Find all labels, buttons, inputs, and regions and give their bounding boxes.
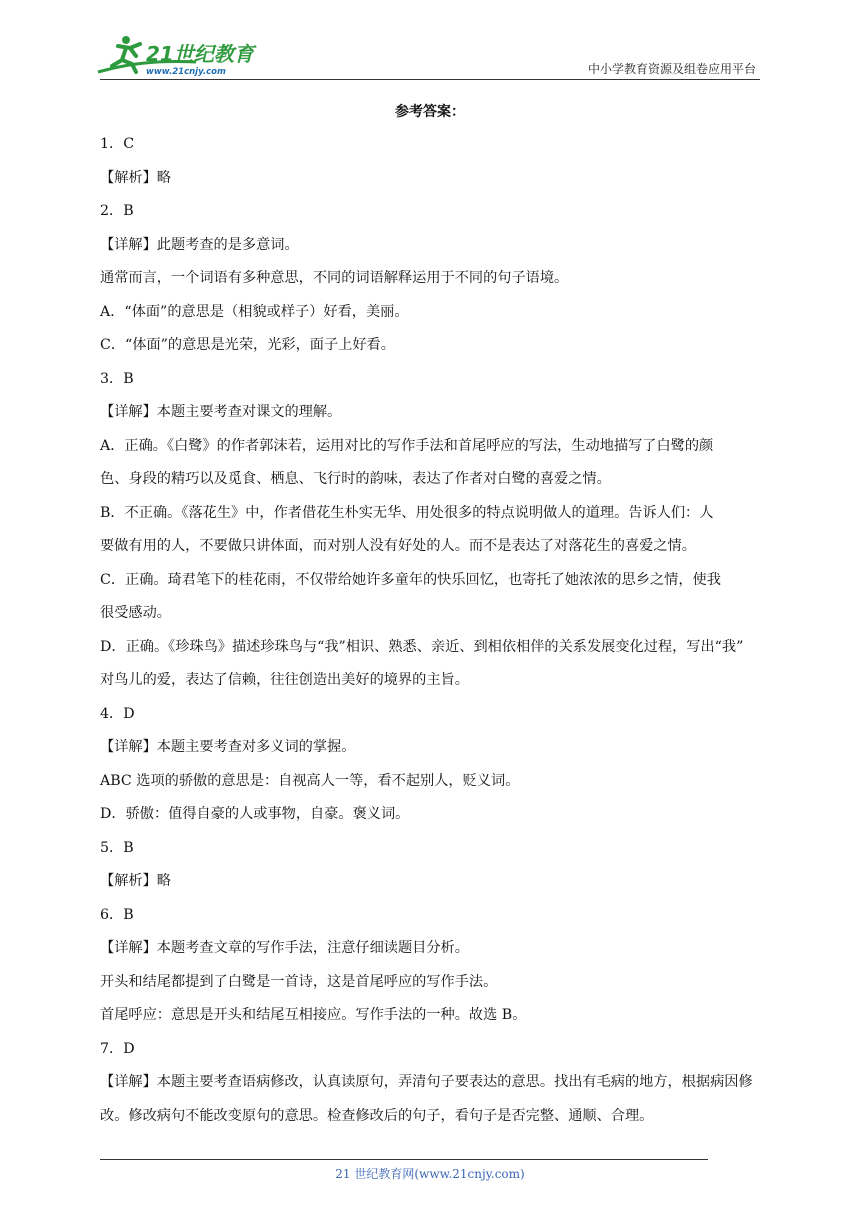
- page-header: [0, 0, 860, 90]
- answer-line: 4．D: [100, 705, 135, 722]
- answer-content: [100, 128, 764, 1133]
- answer-line: 5．B: [100, 839, 134, 856]
- answer-line: D．正确。《珍珠鸟》描述珍珠鸟与“我”相识、熟悉、亲近、到相依相伴的关系发展变化过程，写出“我”: [100, 638, 744, 655]
- answer-line: 7．D: [100, 1040, 135, 1057]
- footer-link[interactable]: 21 世纪教育网(www.21cnjy.com): [335, 1167, 525, 1181]
- answer-line: 【详解】本题主要考查对多义词的掌握。: [100, 739, 356, 755]
- answer-line: C．“体面”的意思是光荣，光彩，面子上好看。: [100, 337, 395, 353]
- answer-line: D．骄傲：值得自豪的人或事物，自豪。褒义词。: [100, 806, 410, 822]
- answer-line: 【详解】本题主要考查对课文的理解。: [100, 404, 342, 420]
- answer-line: 【解析】略: [100, 873, 171, 889]
- answer-line: 很受感动。: [100, 605, 171, 621]
- answer-line: ABC 选项的骄傲的意思是：自视高人一等，看不起别人，贬义词。: [100, 772, 520, 789]
- answer-line: 色、身段的精巧以及觅食、栖息、飞行时的韵味，表达了作者对白鹭的喜爱之情。: [100, 471, 611, 487]
- answer-line: B．不正确。《落花生》中，作者借花生朴实无华、用处很多的特点说明做人的道理。告诉人们：人: [100, 504, 714, 521]
- header-divider: [100, 79, 760, 80]
- answer-line: 要做有用的人，不要做只讲体面，而对别人没有好处的人。而不是表达了对落花生的喜爱之情。: [100, 538, 696, 554]
- answer-line: 对鸟儿的爱，表达了信赖，往往创造出美好的境界的主旨。: [100, 672, 469, 688]
- answer-line: 通常而言，一个词语有多种意思，不同的词语解释运用于不同的句子语境。: [100, 270, 569, 286]
- answer-line: 3．B: [100, 370, 134, 387]
- answer-line: C．正确。琦君笔下的桂花雨，不仅带给她许多童年的快乐回忆，也寄托了她浓浓的思乡之情，使我: [100, 571, 721, 588]
- answer-line: 【解析】略: [100, 169, 171, 186]
- answer-line: 【详解】本题考查文章的写作手法，注意仔细读题目分析。: [100, 940, 469, 956]
- answer-paragraph: 【详解】本题主要考查语病修改，认真读原句，弄清句子要表达的意思。找出有毛病的地方，根据病因修改。修改病句不能改变原句的意思。检查修改后的句子，看句子是否完整、通顺、合理。: [100, 1074, 753, 1124]
- logo-text: 21世纪教育: [146, 42, 254, 66]
- answer-line: 2．B: [100, 203, 134, 219]
- answer-line: 开头和结尾都提到了白鹭是一首诗，这是首尾呼应的写作手法。: [100, 973, 498, 990]
- answer-line: 1．C: [100, 136, 135, 152]
- runner-logo-icon: [96, 34, 266, 78]
- platform-label: 中小学教育资源及组卷应用平台: [587, 62, 756, 76]
- answer-line: 6．B: [100, 906, 134, 923]
- answer-line: A．“体面”的意思是（相貌或样子）好看，美丽。: [100, 303, 409, 320]
- answer-line: A．正确。《白鹭》的作者郭沫若，运用对比的写作手法和首尾呼应的写法，生动地描写了白鹭的颜: [100, 437, 714, 454]
- answer-line: 首尾呼应：意思是开头和结尾互相接应。写作手法的一种。故选 B。: [100, 1007, 527, 1023]
- footer-divider: [100, 1159, 708, 1160]
- logo-url: www.21cnjy.com: [146, 67, 226, 77]
- answer-line: 【详解】此题考查的是多意词。: [100, 236, 299, 253]
- page-title: 参考答案：: [395, 104, 465, 120]
- site-logo[interactable]: [96, 34, 266, 78]
